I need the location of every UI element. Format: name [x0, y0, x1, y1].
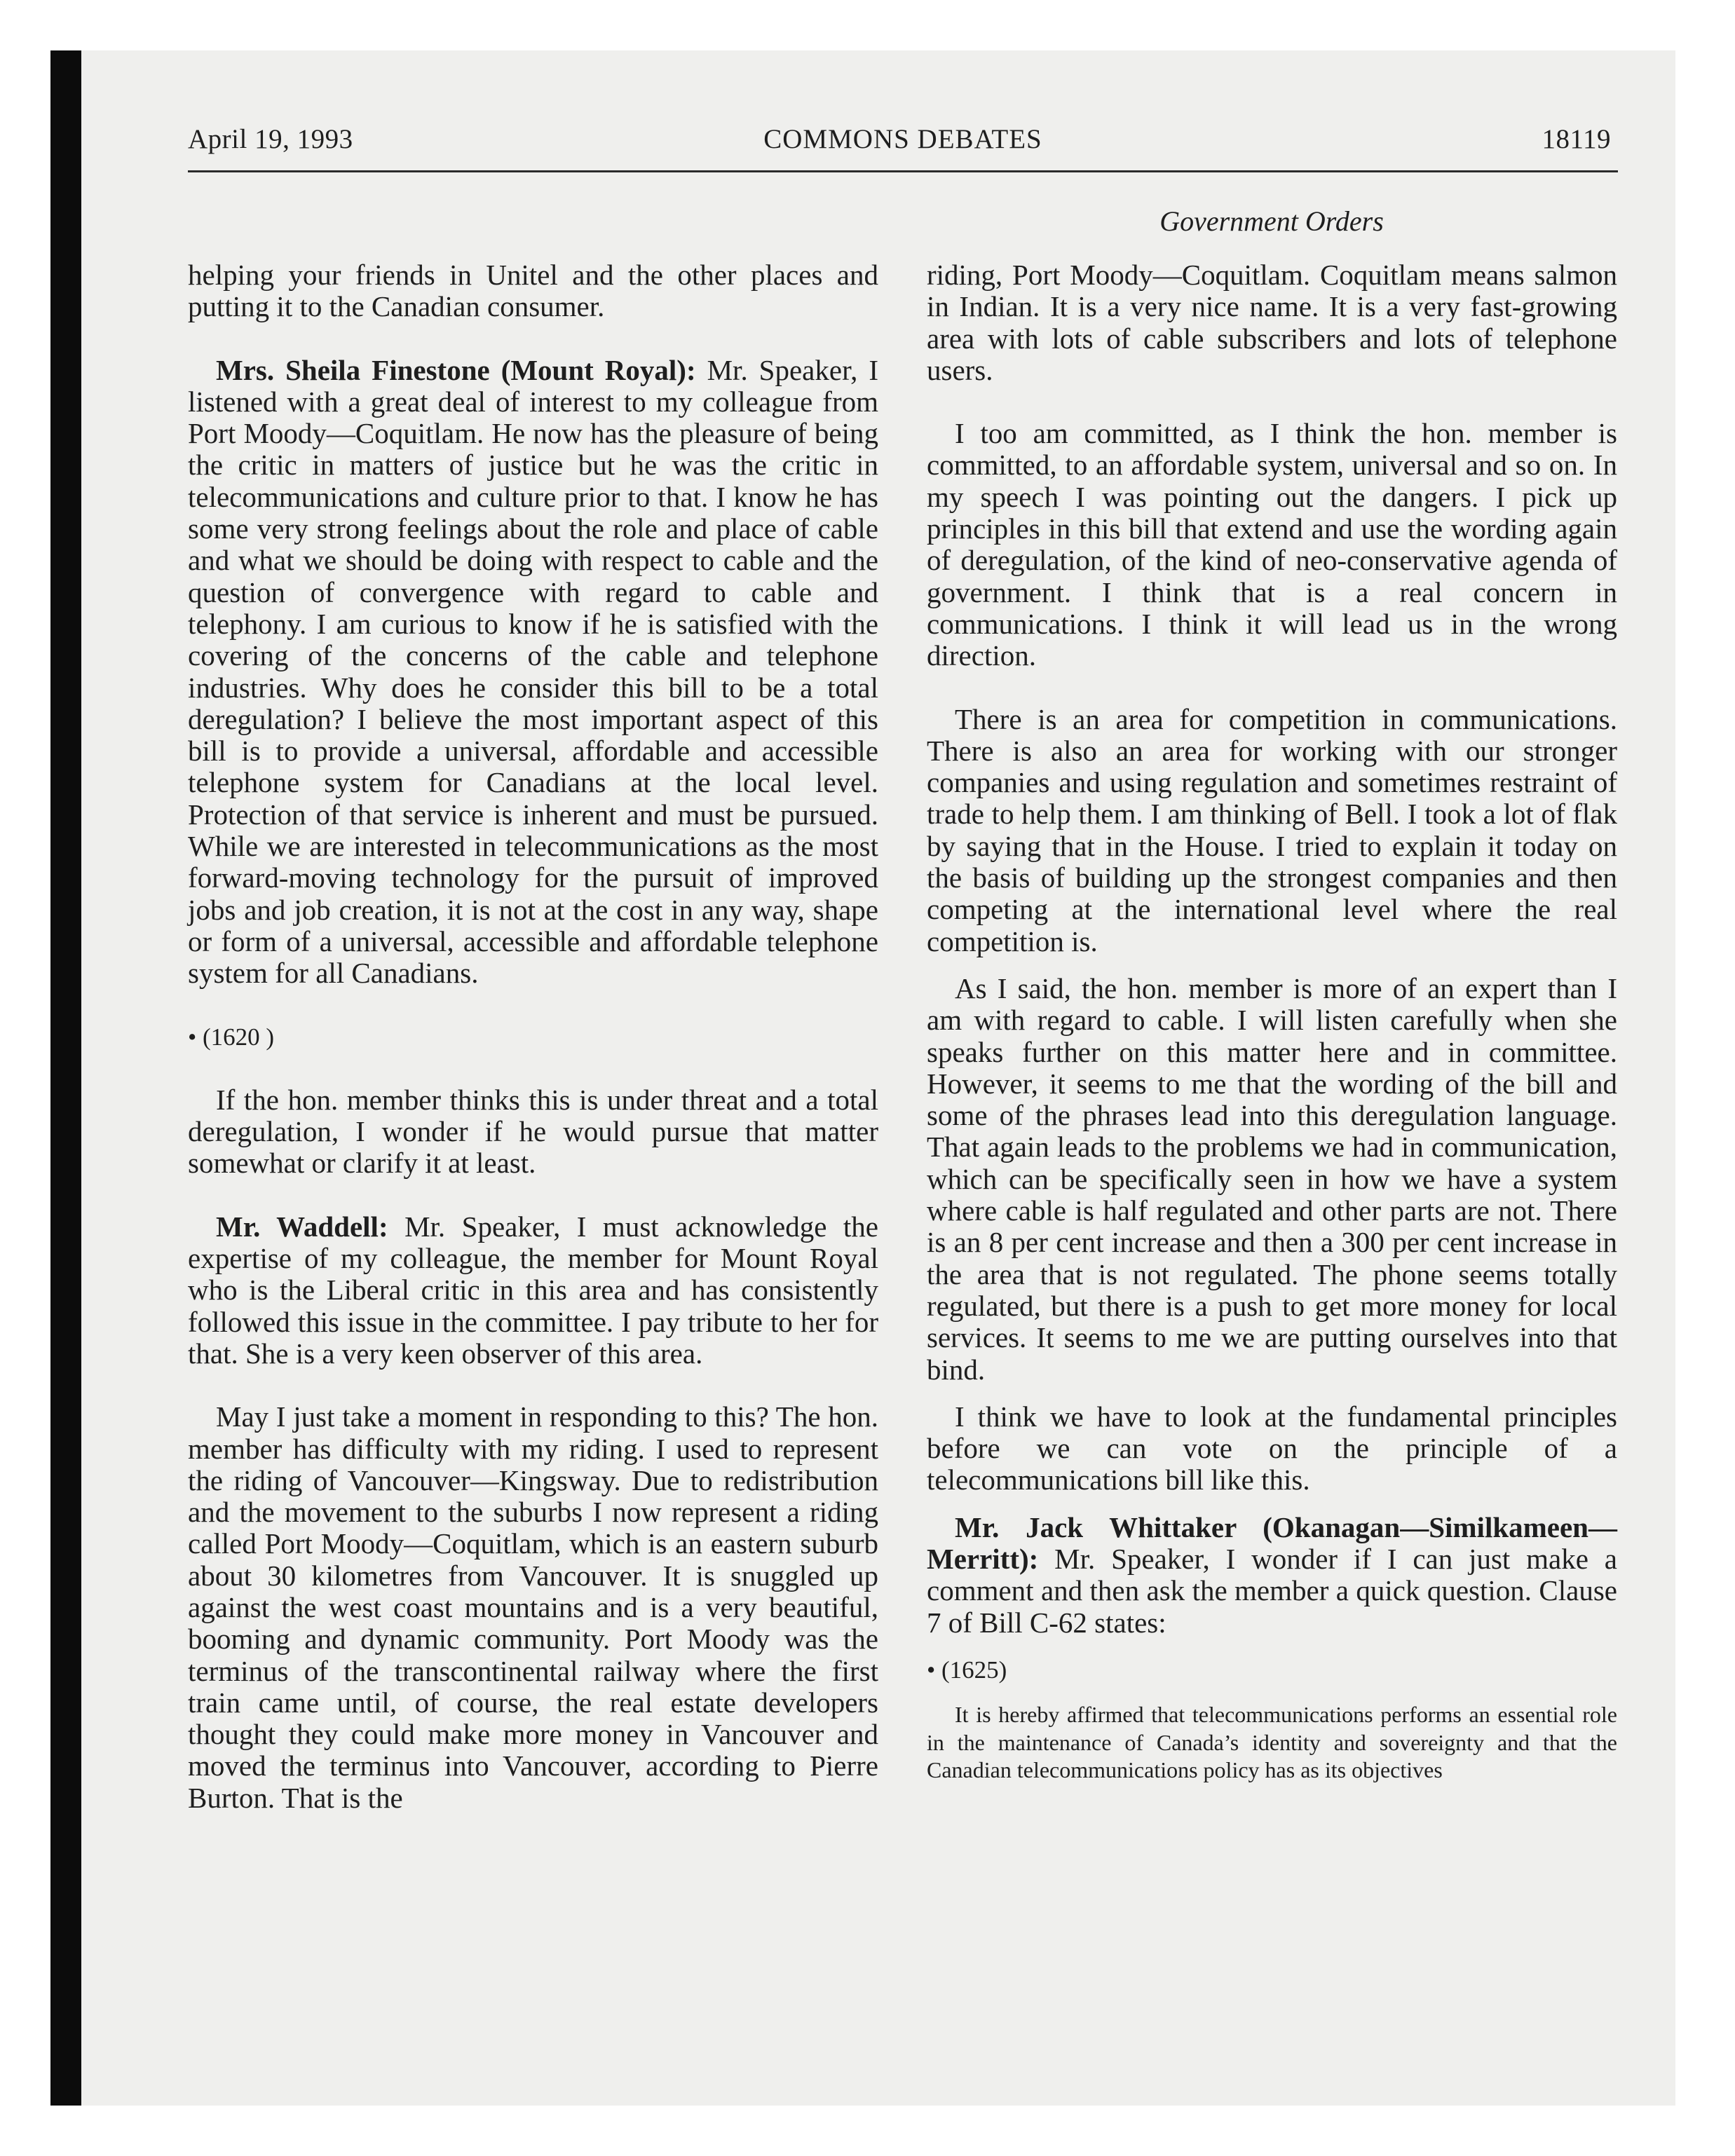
paragraph: [188, 1211, 878, 1370]
paragraph: As I said, the hon. member is more of an expert than I am with regard to cable. I will listen carefully when she speaks further on this matter here and in committee. However, it seems to me that the wording of the bill and some of the phrases lead into this deregulation language. That again leads to the problems we had in communication, which can be specifically seen in how we have a system where cable is half regulated and other parts are not. There is an 8 per cent increase and then a 300 per cent increase in the area that is not regulated. The phone seems totally regulated, but there is a push to get more money for local services. It seems to me we are putting ourselves into that bind.: [927, 971, 1617, 1386]
paragraph: I think we have to look at the fundamental principles before we can vote on the principle of a telecommunications bill like this.: [927, 1400, 1617, 1496]
header-date: April 19, 1993: [188, 124, 353, 154]
time-marker: • (1625): [927, 1656, 1007, 1684]
paragraph: I too am committed, as I think the hon. member is committed, to an affordable system, universal and so on. In my speech I was pointing out the dangers. I pick up principles in this bill that extend and use the wording again of deregulation, of the kind of neo-conservative agenda of government. I think that is a real concern in communications. I think it will lead us in the wrong direction.: [927, 417, 1617, 672]
paragraph: [188, 355, 878, 990]
speech-text: Mr. Speaker, I listened with a great deal of interest to my colleague from Port Moody—Coquitlam. He now has the pleasure of being the critic in matters of justice but he was the critic in telecommunications and culture prior to that. I know he has some very strong feelings about the role and place of cable and what we should be doing with respect to cable and the question of convergence with regard to cable and telephony. I am curious to know if he is satisfied with the covering of the concerns of the cable and telephone industries. Why does he consider this bill to be a total deregulation? I believe the most important aspect of this bill is to provide a universal, affordable and accessible telephone system for Canadians at the local level. Protection of that service is inherent and must be pursued. While we are interested in telecommunications as the most forward-moving technology for the pursuit of improved jobs and job creation, it is not at the cost in any way, shape or form of a universal, accessible and affordable telephone system for all Canadians.: [188, 353, 878, 990]
speech-text: Mr. Speaker, I must acknowledge the expertise of my colleague, the member for Mount Royal who is the Liberal critic in this area and has consistently followed this issue in the committee. I pay tribute to her for that. She is a very keen observer of this area.: [188, 1210, 879, 1370]
left-column: [188, 259, 878, 1814]
paragraph: [927, 1512, 1617, 1639]
speaker-name: Mr. Jack Whittaker (Okanagan—Similkameen—Merritt):: [927, 1510, 1617, 1575]
page-header: [188, 123, 1618, 172]
paragraph: There is an area for competition in communications. There is also an area for working with our stronger companies and using regulation and sometimes restraint of trade to help them. I am thinking of Bell. I took a lot of flak by saying that in the House. I tried to explain it today on the basis of building up the strongest companies and then competing at the international level where the real competition is.: [927, 702, 1617, 957]
speaker-name: Mr. Waddell:: [216, 1210, 388, 1243]
paragraph: helping your friends in Unitel and the other places and putting it to the Canadian consumer.: [188, 259, 878, 323]
paragraph: May I just take a moment in responding to this? The hon. member has difficulty with my riding. I used to represent the riding of Vancouver—Kingsway. Due to redistribution and the movement to the suburbs I now represent a riding called Port Moody—Coquitlam, which is an eastern suburb about 30 kilometres from Vancouver. It is snuggled up against the west coast mountains and is a very beautiful, booming and dynamic community. Port Moody was the terminus of the transcontinental railway where the first train came until, of course, the real estate developers thought they could make more money in Vancouver and moved the terminus into Vancouver, according to Pierre Burton. That is the: [188, 1400, 878, 1814]
section-heading: Government Orders: [1159, 205, 1384, 237]
paragraph: riding, Port Moody—Coquitlam. Coquitlam means salmon in Indian. It is a very nice name. It is a very fast-growing area with lots of cable subscribers and lots of telephone users.: [927, 259, 1617, 386]
block-quote: It is hereby affirmed that telecommunications performs an essential role in the maintenance of Canada’s identity and sovereignty and that the Canadian telecommunications policy has as its objectives: [927, 1702, 1617, 1783]
binding-edge: [50, 50, 81, 2106]
page-number: 18119: [1542, 124, 1611, 154]
right-column: [927, 259, 1617, 1785]
speech-text: Mr. Speaker, I wonder if I can just make a comment and then ask the member a quick question. Clause 7 of Bill C-62 states:: [927, 1542, 1617, 1639]
time-marker: • (1620 ): [188, 1023, 275, 1051]
paragraph: If the hon. member thinks this is under threat and a total deregulation, I wonder if he would pursue that matter somewhat or clarify it at least.: [188, 1083, 878, 1180]
header-rule: [188, 170, 1618, 172]
speaker-name: Mrs. Sheila Finestone (Mount Royal):: [216, 353, 696, 386]
header-title: COMMONS DEBATES: [763, 124, 1042, 154]
